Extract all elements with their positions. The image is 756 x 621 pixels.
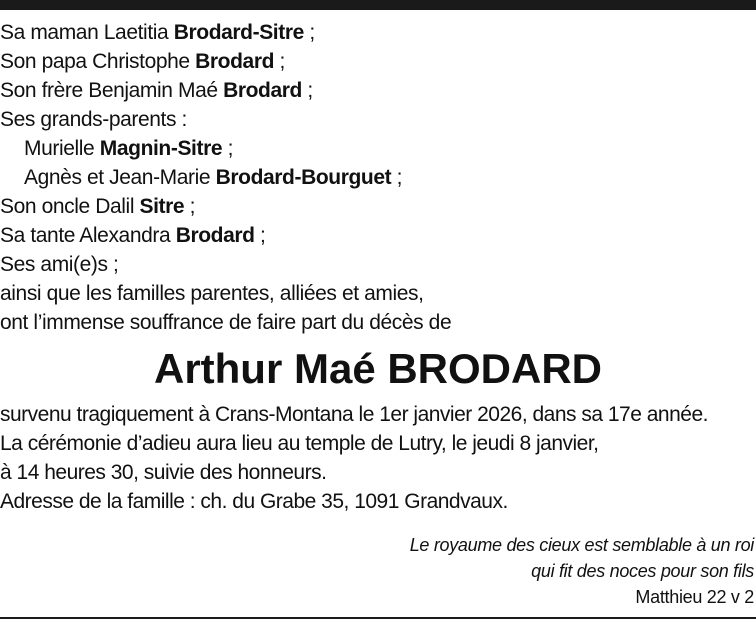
detail-line-time: à 14 heures 30, suivie des honneurs. xyxy=(0,461,327,484)
family-line-brother: Son frère Benjamin Maé Brodard ; xyxy=(0,79,313,102)
bible-verse xyxy=(410,532,754,610)
surname: Sitre xyxy=(139,195,185,218)
family-line-grandmother: Murielle Magnin-Sitre ; xyxy=(24,137,234,160)
top-rule xyxy=(0,0,756,10)
family-line-father: Son papa Christophe Brodard ; xyxy=(0,50,285,73)
surname: Magnin-Sitre xyxy=(99,137,223,160)
family-line-friends: Ses ami(e)s ; xyxy=(0,253,119,276)
surname: Brodard-Sitre xyxy=(173,21,304,44)
family-line-mother: Sa maman Laetitia Brodard-Sitre ; xyxy=(0,21,315,44)
bottom-rule xyxy=(0,617,756,619)
surname: Brodard-Bourguet xyxy=(215,166,392,189)
family-line-aunt: Sa tante Alexandra Brodard ; xyxy=(0,224,266,247)
death-notice xyxy=(0,18,756,516)
detail-line-ceremony: La cérémonie d’adieu aura lieu au temple de Lutry, le jeudi 8 janvier, xyxy=(0,432,599,455)
surname: Brodard xyxy=(175,224,255,247)
verse-reference: Matthieu 22 v 2 xyxy=(635,587,754,607)
verse-line-2: qui fit des noces pour son fils xyxy=(531,561,754,581)
verse-line-1: Le royaume des cieux est semblable à un roi xyxy=(409,535,754,555)
surname: Brodard xyxy=(223,79,302,102)
detail-line-circumstances: survenu tragiquement à Crans-Montana le 1er janvier 2026, dans sa 17e année. xyxy=(0,403,708,426)
family-line-uncle: Son oncle Dalil Sitre ; xyxy=(0,195,196,218)
family-line-grandparents: Agnès et Jean-Marie Brodard-Bourguet ; xyxy=(24,166,403,189)
family-line-grandparents-heading: Ses grands-parents : xyxy=(0,108,187,131)
deceased-name: Arthur Maé BRODARD xyxy=(153,345,602,392)
notice-details xyxy=(0,400,756,516)
announcement-line: ont l’immense souffrance de faire part du décès de xyxy=(0,311,452,334)
family-line-relatives: ainsi que les familles parentes, alliées et amies, xyxy=(0,282,424,305)
detail-line-address: Adresse de la famille : ch. du Grabe 35, 1091 Grandvaux. xyxy=(0,490,508,513)
surname: Brodard xyxy=(195,50,275,73)
